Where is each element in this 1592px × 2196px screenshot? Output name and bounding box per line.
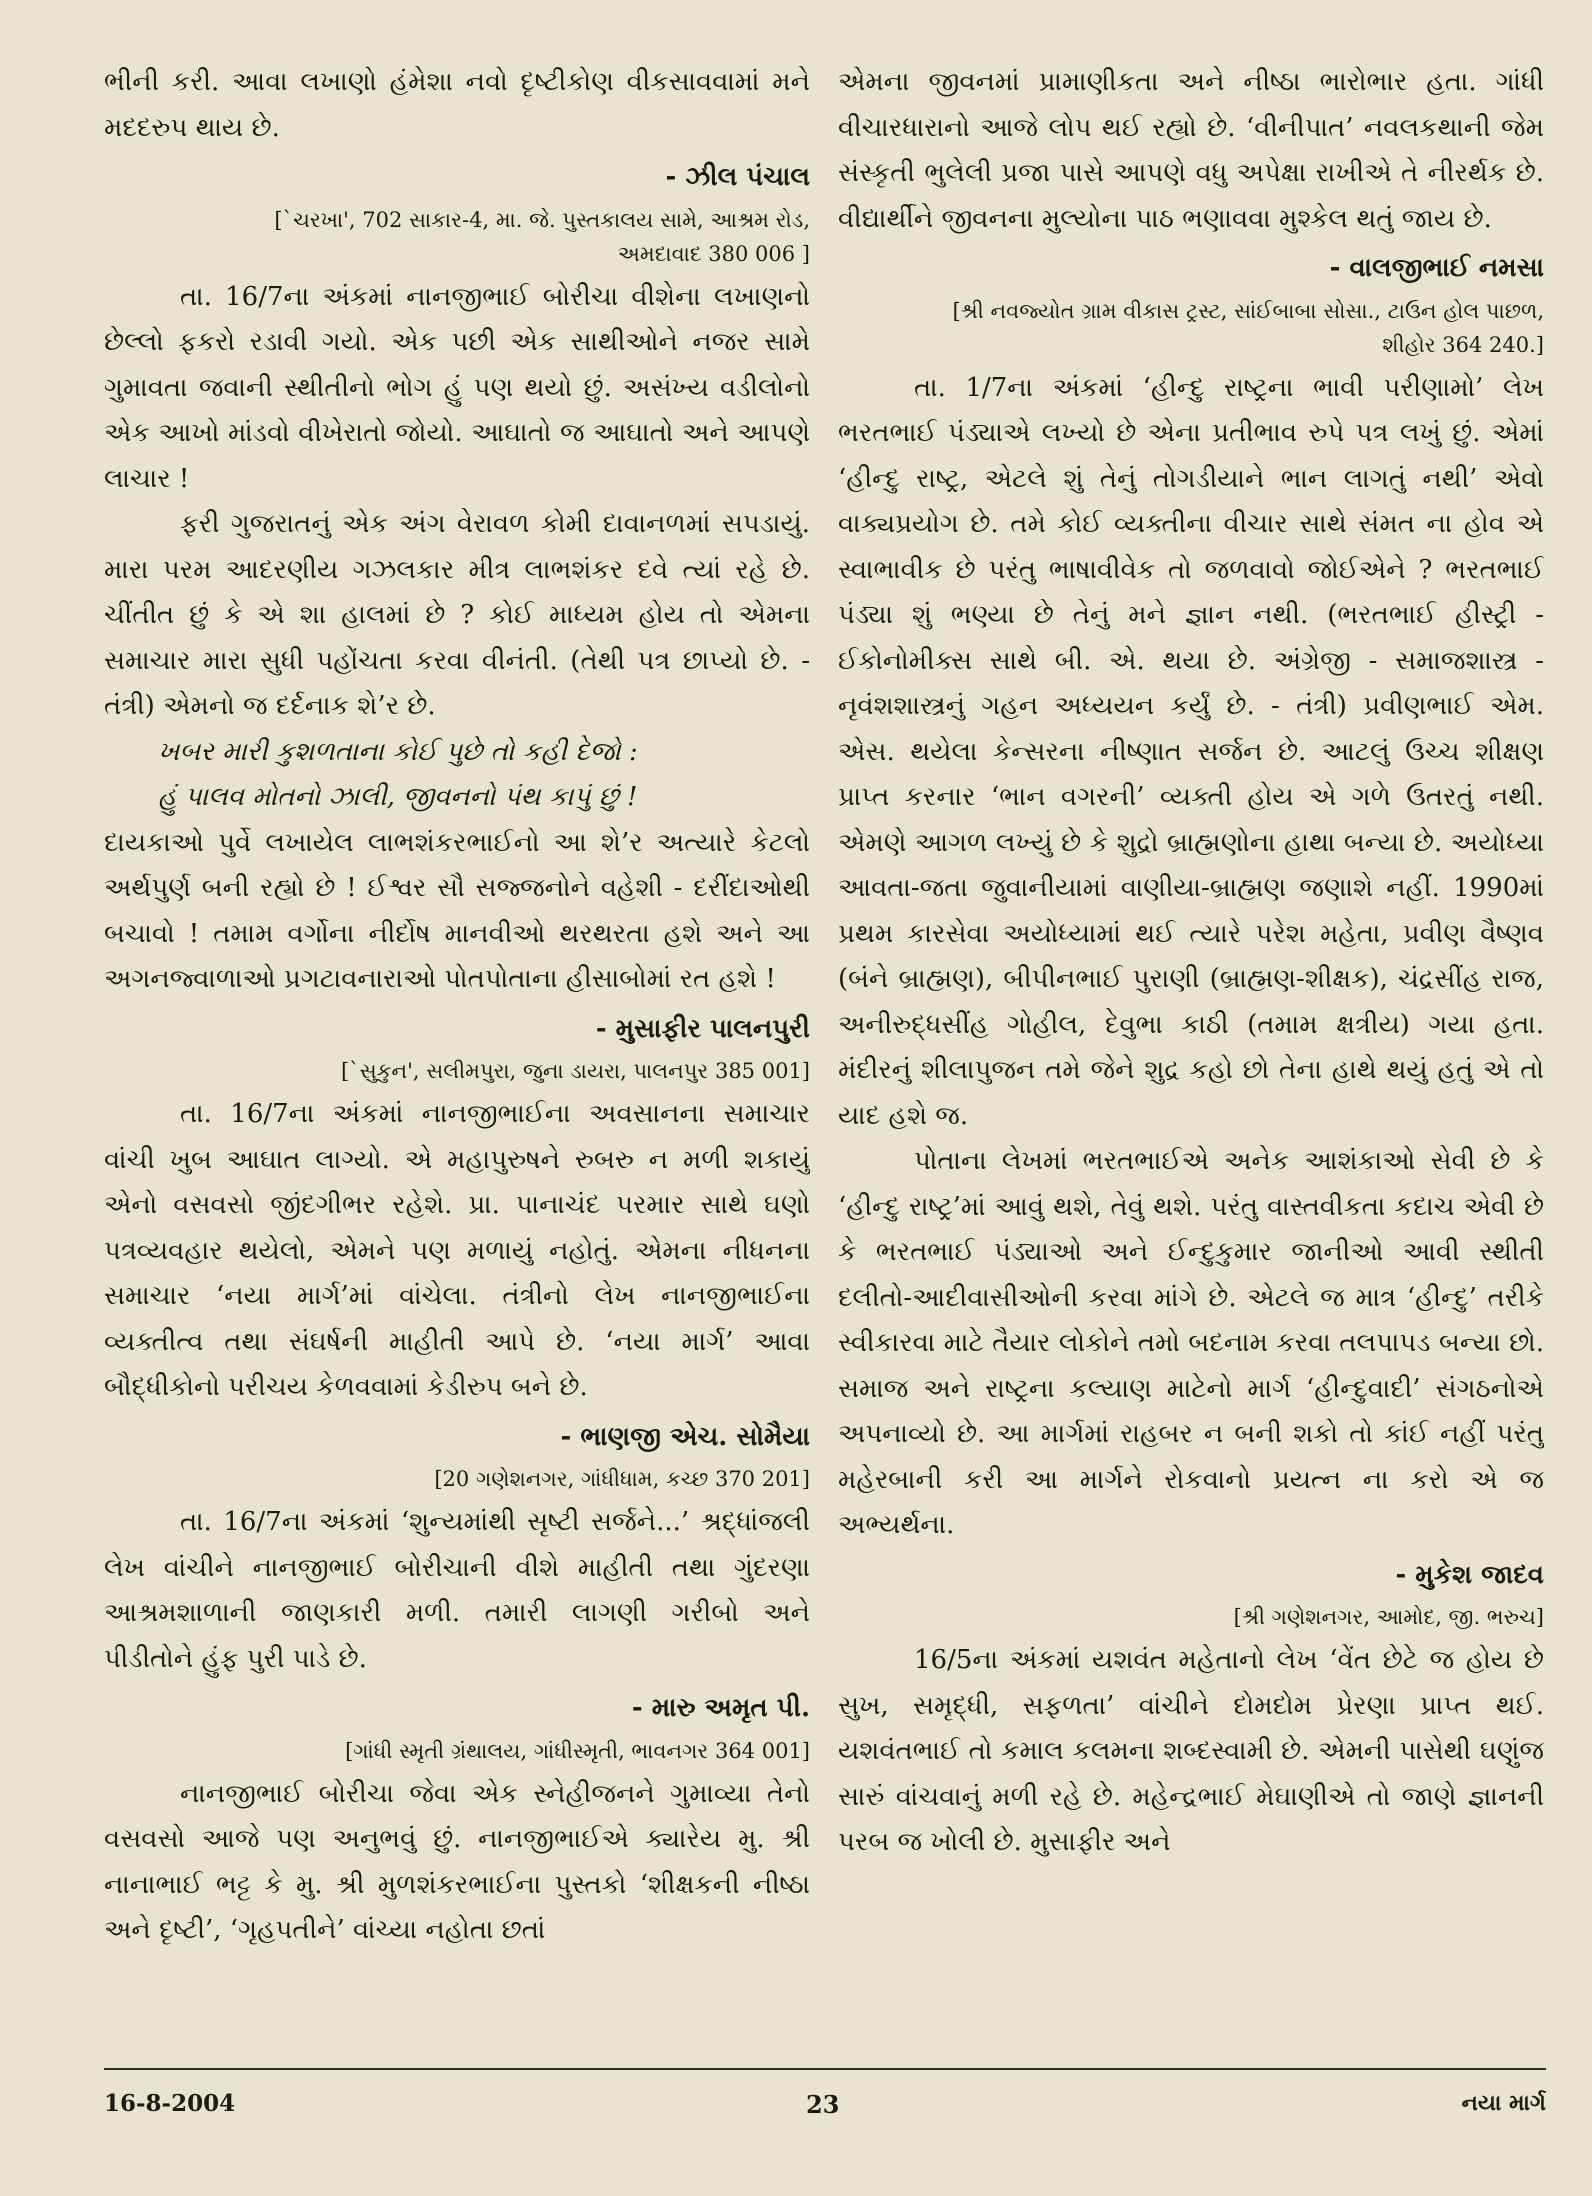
verse-line: ખબર મારી કુશળતાના કોઈ પુછે તો કહી દેજો : bbox=[158, 736, 638, 767]
letter-signature: - મુકેશ જાદવ bbox=[1395, 1559, 1544, 1590]
letter-signature: - મારુ અમૃત પી. bbox=[631, 1693, 810, 1723]
sender-address: [`સુકુન', સલીમપુરા, જુના ડાયરા, પાલનપુર 385 001] bbox=[340, 1059, 810, 1083]
issue-date: 16-8-2004 bbox=[104, 2090, 236, 2117]
sender-address: [શ્રી ગણેશનગર, આમોદ, જી. ભરુચ] bbox=[1233, 1605, 1544, 1629]
publication-name: નયા માર્ગ bbox=[1461, 2090, 1546, 2116]
page-number: 23 bbox=[806, 2090, 840, 2119]
letter-text: ભીની કરી. આવા લખાણો હંમેશા નવો દૃષ્ટીકોણ વીકસાવવામાં મને મદદરુપ થાય છે. bbox=[104, 67, 810, 143]
letter-text: દાયકાઓ પુર્વે લખાયેલ લાભશંકરભાઈનો આ શે’ર અત્યારે કેટલો અર્થપુર્ણ બની રહ્યો છે ! ઈશ્વર સૌ સજ્જનોને વહેશી - દરીંદાઓથી બચાવો ! તમામ વર્ગોના નીર્દોષ માનવીઓ થરથરતા હશે અને આ અગનજ્વાળાઓ પ્રગટાવનારાઓ પોતપોતાના હીસાબોમાં રત હશે ! bbox=[104, 827, 810, 994]
letter-signature: - ભાણજી એચ. સોમૈયા bbox=[560, 1421, 810, 1452]
letter-paragraph: નાનજીભાઈ બોરીચા જેવા એક સ્નેહીજનને ગુમાવ્યા તેનો વસવસો આજે પણ અનુભવું છું. નાનજીભાઈએ ક્યારેય મુ. શ્રી નાનાભાઈ ભટ્ટ કે મુ. શ્રી મુળશંકરભાઈના પુસ્તકો ‘શીક્ષકની નીષ્ઠા અને દૃષ્ટી’, ‘ગૃહપતીને’ વાંચ્યા નહોતા છતાં bbox=[104, 1778, 810, 1945]
left-column bbox=[104, 60, 810, 2045]
letter-text: એમના જીવનમાં પ્રામાણીકતા અને નીષ્ઠા ભારોભાર હતા. ગાંધી વીચારધારાનો આજે લોપ થઈ રહ્યો છે. ‘વીનીપાત’ નવલકથાની જેમ સંસ્કૃતી ભુલેલી પ્રજા પાસે આપણે વધુ અપેક્ષા રાખીએ તે નીરર્થક છે. વીદ્યાર્થીને જીવનના મુલ્યોના પાઠ ભણાવવા મુશ્કેલ થતું જાય છે. bbox=[838, 67, 1544, 234]
letter-paragraph: પોતાના લેખમાં ભરતભાઈએ અનેક આશંકાઓ સેવી છે કે ‘હીન્દુ રાષ્ટ્ર’માં આવું થશે, તેવું થશે. પરંતુ વાસ્તવીકતા કદાચ એવી છે કે ભરતભાઈ પંડ્યાઓ અને ઈન્દુકુમાર જાનીઓ આવી સ્થીતી દલીતો-આદીવાસીઓની કરવા માંગે છે. એટલે જ માત્ર ‘હીન્દુ’ તરીકે સ્વીકારવા માટે તૈયાર લોકોને તમો બદનામ કરવા તલપાપડ બન્યા છો. સમાજ અને રાષ્ટ્રના કલ્યાણ માટેનો માર્ગ ‘હીન્દુવાદી’ સંગઠનોએ અપનાવ્યો છે. આ માર્ગમાં રાહબર ન બની શકો તો કાંઈ નહીં પરંતુ મહેરબાની કરી આ માર્ગને રોકવાનો પ્રયત્ન ના કરો એ જ અભ્યર્થના. bbox=[838, 1146, 1544, 1540]
sender-address: [ગાંધી સ્મૃતી ગ્રંથાલય, ગાંધીસ્મૃતી, ભાવનગર 364 001] bbox=[345, 1738, 810, 1763]
sender-address: [શ્રી નવજ્યોત ગ્રામ વીકાસ ટ્રસ્ટ, સાંઈબાબા સોસા., ટાઉન હોલ પાછળ, શીહોર 364 240.] bbox=[952, 298, 1544, 357]
letter-paragraph: તા. 1/7ના અંકમાં ‘હીન્દુ રાષ્ટ્રના ભાવી પરીણામો’ લેખ ભરતભાઈ પંડ્યાએ લખ્યો છે એના પ્રતીભાવ રુપે પત્ર લખું છું. એમાં ‘હીન્દુ રાષ્ટ્ર, એટલે શું તેનું તોગડીયાને ભાન લાગતું નથી’ એવો વાક્યપ્રયોગ છે. તમે કોઈ વ્યક્તીના વીચાર સાથે સંમત ના હોવ એ સ્વાભાવીક છે પરંતુ ભાષાવીવેક તો જળવાવો જોઈએને ? ભરતભાઈ પંડ્યા શું ભણ્યા છે તેનું મને જ્ઞાન નથી. (ભરતભાઈ હીસ્ટ્રી - ઈકોનોમીક્સ સાથે બી. એ. થયા છે. અંગ્રેજી - સમાજશાસ્ત્ર - નૃવંશશાસ્ત્રનું ગહન અધ્યયન કર્યું છે. - તંત્રી) પ્રવીણભાઈ એમ. એસ. થયેલા કેન્સરના નીષ્ણાત સર્જન છે. આટલું ઉચ્ચ શીક્ષણ પ્રાપ્ત કરનાર ‘ભાન વગરની’ વ્યક્તી હોય એ ગળે ઉતરતું નથી. એમણે આગળ લખ્યું છે કે શુદ્રો બ્રાહ્મણોના હાથા બન્યા છે. અયોધ્યા આવતા-જતા જુવાનીયામાં વાણીયા-બ્રાહ્મણ જણાશે નહીં. 1990માં પ્રથમ કારસેવા અયોધ્યામાં થઈ ત્યારે પરેશ મહેતા, પ્રવીણ વૈષ્ણવ (બંને બ્રાહ્મણ), બીપીનભાઈ પુરાણી (બ્રાહ્મણ-શીક્ષક), ચંદ્રસીંહ રાજ, અનીરુદ્ધસીંહ ગોહીલ, દેવુભા કાઠી (તમામ ક્ષત્રીય) ગયા હતા. મંદીરનું શીલાપુજન તમે જેને શુદ્ર કહો છો તેના હાથે થયું હતું એ તો યાદ હશે જ. bbox=[838, 372, 1544, 1131]
sender-address: [`ચરખા', 702 સાકાર-4, મા. જે. પુસ્તકાલય સામે, આશ્રમ રોડ, અમદાવાદ 380 006 ] bbox=[274, 207, 810, 266]
letter-paragraph: તા. 16/7ના અંકમાં નાનજીભાઈના અવસાનના સમાચાર વાંચી ખુબ આઘાત લાગ્યો. એ મહાપુરુષને રુબરુ ન મળી શકાયું એનો વસવસો જીંદગીભર રહેશે. પ્રા. પાનાચંદ પરમાર સાથે ઘણો પત્રવ્યવહાર થયેલો, એમને પણ મળાયું નહોતું. એમના નીધનના સમાચાર ‘નયા માર્ગ’માં વાંચેલા. તંત્રીનો લેખ નાનજીભાઈના વ્યક્તીત્વ તથા સંઘર્ષની માહીતી આપે છે. ‘નયા માર્ગ’ આવા બૌદ્ધીકોનો પરીચય કેળવવામાં કેડીરુપ બને છે. bbox=[104, 1099, 810, 1402]
letter-paragraph: તા. 16/7ના અંકમાં નાનજીભાઈ બોરીચા વીશેના લખાણનો છેલ્લો ફકરો રડાવી ગયો. એક પછી એક સાથીઓને નજર સામે ગુમાવતા જવાની સ્થીતીનો ભોગ હું પણ થયો છું. અસંખ્ય વડીલોનો એક આખો માંડવો વીખેરાતો જોયો. આઘાતો જ આઘાતો અને આપણે લાચાર ! bbox=[104, 281, 810, 494]
letter-signature: - વાલજીભાઈ નમસા bbox=[1329, 253, 1544, 283]
letter-paragraph: ફરી ગુજરાતનું એક અંગ વેરાવળ કોમી દાવાનળમાં સપડાયું. મારા પરમ આદરણીય ગઝલકાર મીત્ર લાભશંકર દવે ત્યાં રહે છે. ચીંતીત છું કે એ શા હાલમાં છે ? કોઈ માધ્યમ હોય તો એમના સમાચાર મારા સુધી પહોંચતા કરવા વીનંતી. (તેથી પત્ર છાપ્યો છે. - તંત્રી) એમનો જ દર્દનાક શે’ર છે. bbox=[104, 509, 810, 721]
verse-line: હું પાલવ મોતનો ઝાલી, જીવનનો પંથ કાપું છું ! bbox=[158, 782, 638, 812]
page-footer bbox=[104, 2068, 1546, 2118]
sender-address: [20 ગણેશનગર, ગાંધીધામ, કચ્છ 370 201] bbox=[434, 1467, 810, 1491]
letter-signature: - મુસાફીર પાલનપુરી bbox=[595, 1013, 810, 1044]
letter-paragraph: 16/5ના અંકમાં યશવંત મહેતાનો લેખ ‘વેંત છેટે જ હોય છે સુખ, સમૃદ્ધી, સફળતા’ વાંચીને દોમદોમ પ્રેરણા પ્રાપ્ત થઈ. યશવંતભાઈ તો કમાલ કલમના શબ્દસ્વામી છે. એમની પાસેથી ઘણુંજ સારું વાંચવાનું મળી રહે છે. મહેન્દ્રભાઈ મેઘાણીએ તો જાણે જ્ઞાનની પરબ જ ખોલી છે. મુસાફીર અને bbox=[838, 1645, 1544, 1857]
letter-signature: - ઝીલ પંચાલ bbox=[665, 162, 810, 192]
letter-paragraph: તા. 16/7ના અંકમાં ‘શુન્યમાંથી સૃષ્ટી સર્જને...’ શ્રદ્ધાંજલી લેખ વાંચીને નાનજીભાઈ બોરીચાની વીશે માહીતી તથા ગુંદરણા આશ્રમશાળાની જાણકારી મળી. તમારી લાગણી ગરીબો અને પીડીતોને હુંફ પુરી પાડે છે. bbox=[104, 1507, 810, 1674]
right-column bbox=[838, 60, 1544, 2045]
footer-rule bbox=[104, 2068, 1546, 2070]
